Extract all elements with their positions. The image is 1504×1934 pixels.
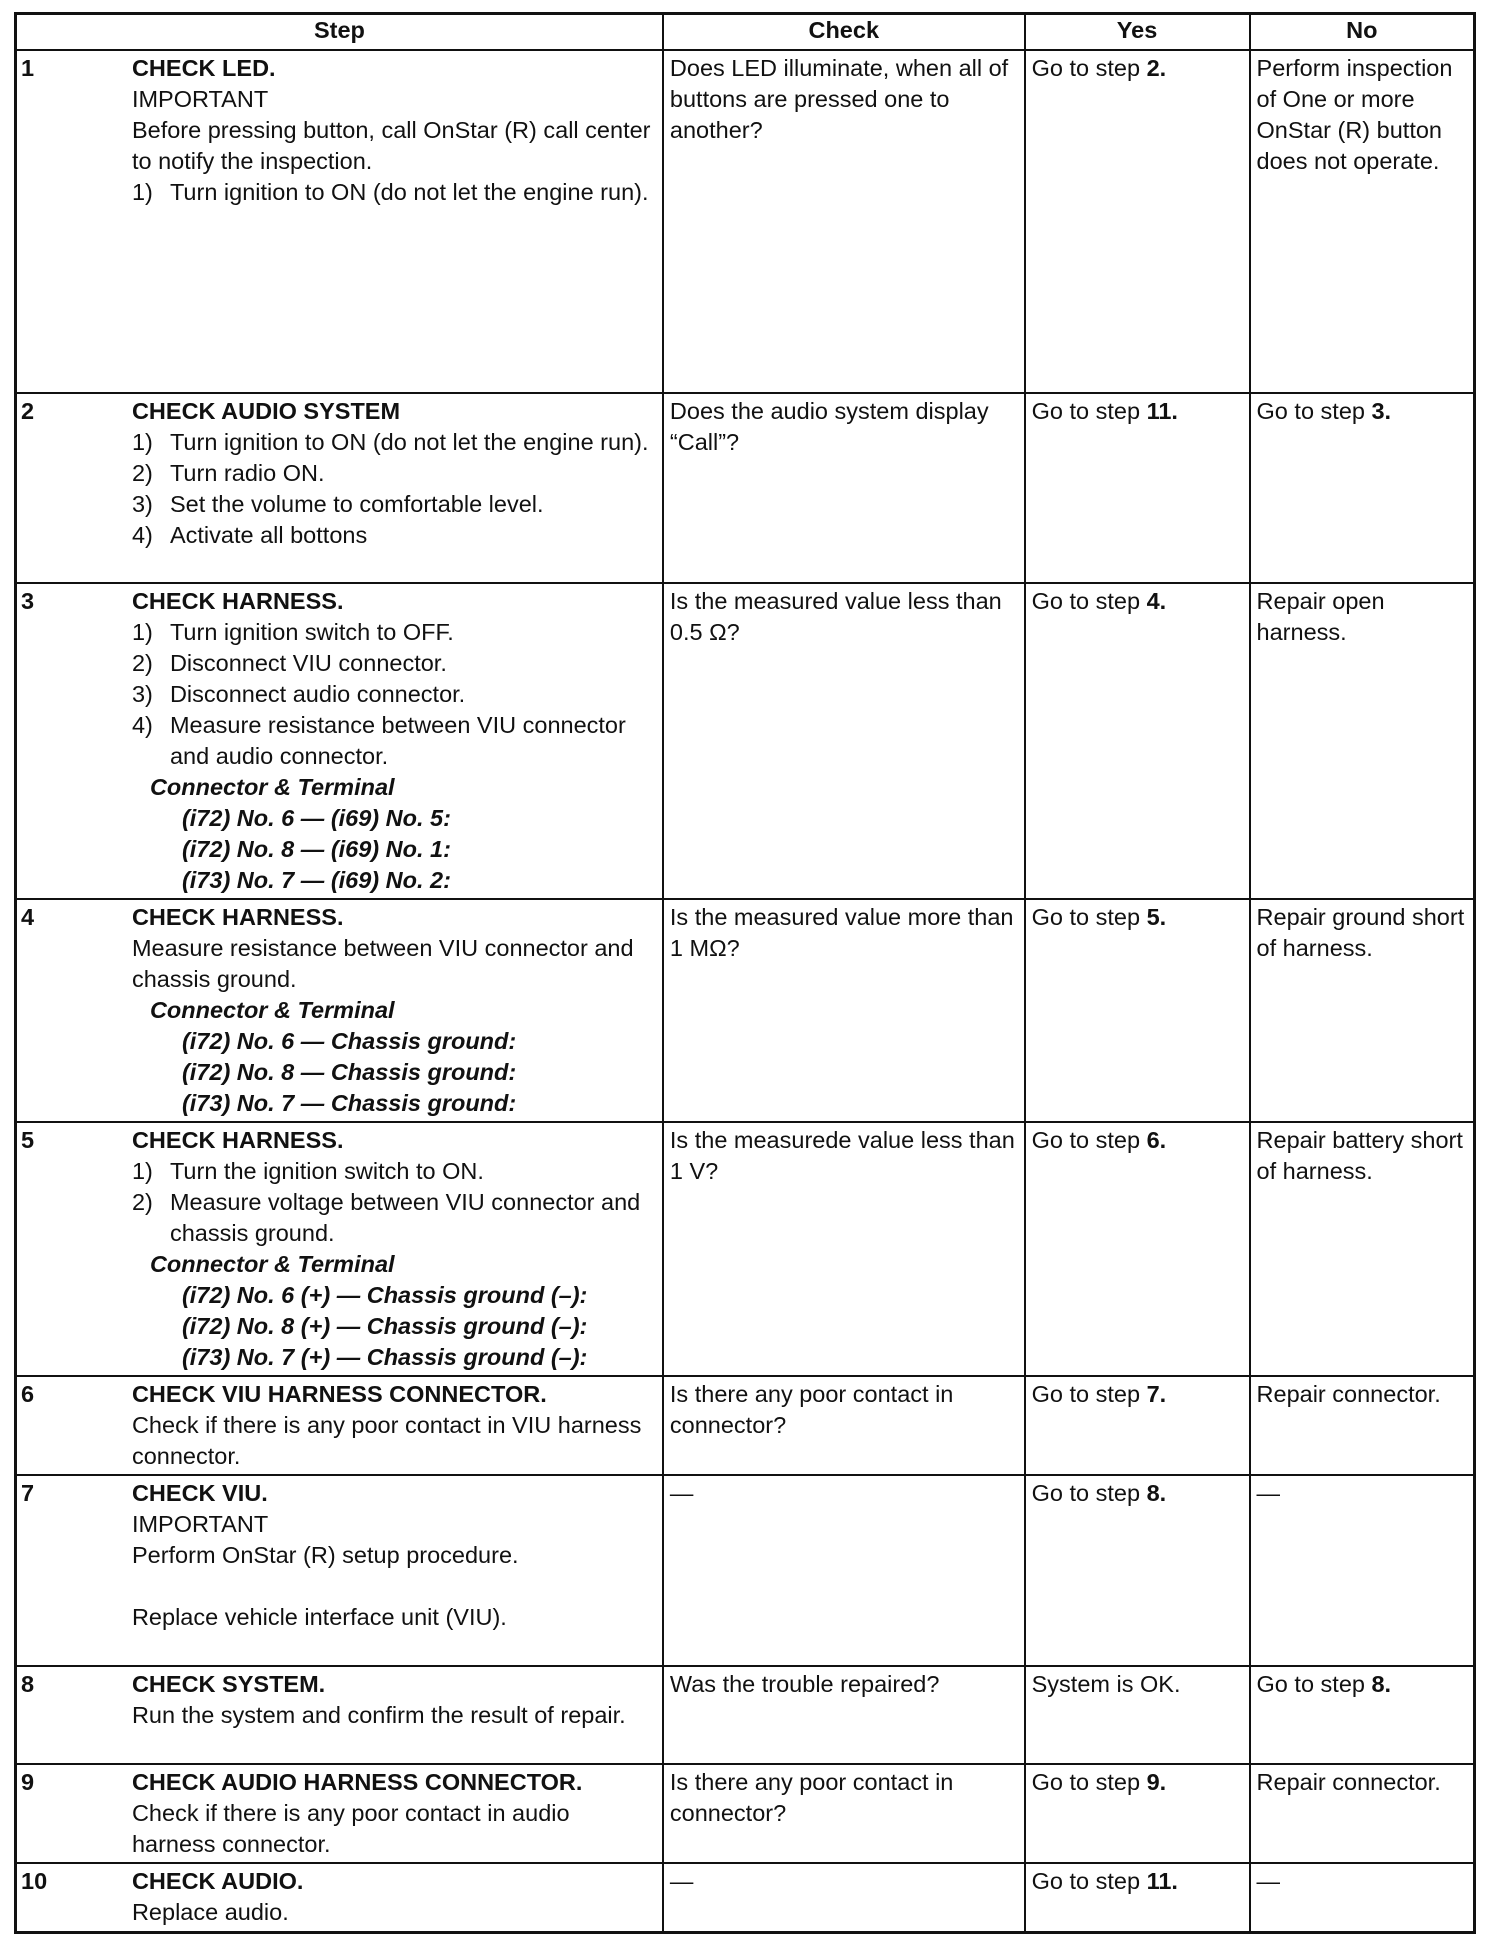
step-note: Replace audio. — [131, 1898, 289, 1925]
yes-prefix: Go to step — [1031, 54, 1147, 81]
yes-step-number: 8. — [1146, 1479, 1167, 1506]
yes-step-number: 4. — [1146, 587, 1167, 614]
substep-number: 4) — [131, 711, 153, 738]
step-number: 1 — [16, 50, 128, 393]
substep-list — [132, 617, 656, 772]
yes-step-number: 2. — [1146, 54, 1167, 81]
connector-terminal-label: Connector & Terminal — [149, 773, 395, 800]
check-question: Does the audio system display “Call”? — [663, 393, 1025, 583]
important-label: IMPORTANT — [131, 85, 269, 112]
no-prefix: Go to step — [1256, 397, 1372, 424]
substep-number: 1) — [131, 428, 153, 455]
terminal-spec: (i72) No. 6 — Chassis ground: — [181, 1027, 517, 1054]
substep — [132, 458, 656, 489]
substep-list — [132, 177, 656, 208]
substep-number: 1) — [131, 178, 153, 205]
step-number: 6 — [16, 1376, 128, 1475]
step-note: Perform OnStar (R) setup procedure. — [131, 1541, 519, 1568]
substep-text: Measure voltage between VIU connector and chassis ground. — [169, 1188, 641, 1246]
no-step-number: 3. — [1371, 397, 1392, 424]
yes-action — [1025, 583, 1250, 899]
no-step-number: 8. — [1371, 1670, 1392, 1697]
step-procedure — [128, 1475, 663, 1666]
step-number: 10 — [16, 1863, 128, 1933]
terminal-spec: (i73) No. 7 (+) — Chassis ground (–): — [181, 1343, 588, 1370]
yes-step-number: 7. — [1146, 1380, 1167, 1407]
substep — [132, 617, 656, 648]
terminal-spec: (i72) No. 6 (+) — Chassis ground (–): — [181, 1281, 588, 1308]
yes-prefix: Go to step — [1031, 1768, 1147, 1795]
substep — [132, 489, 656, 520]
substep-text: Turn ignition switch to OFF. — [169, 618, 454, 645]
yes-step-number: 11. — [1146, 397, 1178, 424]
step-procedure — [128, 1666, 663, 1764]
step-note-secondary: Replace vehicle interface unit (VIU). — [131, 1603, 507, 1630]
substep-text: Turn the ignition switch to ON. — [169, 1157, 484, 1184]
substep-number: 1) — [131, 1157, 153, 1184]
yes-step-number: 6. — [1146, 1126, 1167, 1153]
substep-list — [132, 1156, 656, 1249]
yes-action — [1025, 1764, 1250, 1863]
diagnostic-table — [14, 12, 1476, 1934]
step-procedure — [128, 899, 663, 1122]
yes-prefix: Go to step — [1031, 1867, 1147, 1894]
step-note: Before pressing button, call OnStar (R) call center to notify the inspection. — [131, 116, 651, 174]
terminal-spec: (i73) No. 7 — (i69) No. 2: — [181, 866, 451, 893]
important-label: IMPORTANT — [131, 1510, 269, 1537]
step-title: CHECK VIU HARNESS CONNECTOR. — [131, 1380, 547, 1407]
table-row — [16, 1666, 1475, 1764]
yes-action — [1025, 1863, 1250, 1933]
yes-action — [1025, 1122, 1250, 1376]
substep-text: Measure resistance between VIU connector and audio connector. — [169, 711, 626, 769]
table-row — [16, 583, 1475, 899]
table-row — [16, 1863, 1475, 1933]
table-row — [16, 1376, 1475, 1475]
yes-prefix: Go to step — [1031, 1479, 1147, 1506]
step-number: 2 — [16, 393, 128, 583]
substep — [132, 1156, 656, 1187]
table-row — [16, 50, 1475, 393]
substep — [132, 1187, 656, 1249]
check-question: — — [663, 1475, 1025, 1666]
substep-text: Turn ignition to ON (do not let the engine run). — [169, 178, 649, 205]
no-action — [1250, 1666, 1475, 1764]
table-row — [16, 899, 1475, 1122]
substep-text: Turn radio ON. — [169, 459, 325, 486]
header-check: Check — [663, 14, 1025, 50]
step-number: 9 — [16, 1764, 128, 1863]
substep-number: 3) — [131, 680, 153, 707]
no-prefix: Go to step — [1256, 1670, 1372, 1697]
step-title: CHECK AUDIO HARNESS CONNECTOR. — [131, 1768, 583, 1795]
step-title: CHECK AUDIO SYSTEM — [131, 397, 401, 424]
substep-text: Set the volume to comfortable level. — [169, 490, 544, 517]
table-row — [16, 1475, 1475, 1666]
header-yes: Yes — [1025, 14, 1250, 50]
substep — [132, 679, 656, 710]
table-row — [16, 1764, 1475, 1863]
no-action: Repair connector. — [1250, 1764, 1475, 1863]
terminal-spec: (i72) No. 8 (+) — Chassis ground (–): — [181, 1312, 588, 1339]
yes-prefix: Go to step — [1031, 397, 1147, 424]
yes-step-number: 9. — [1146, 1768, 1167, 1795]
terminal-spec: (i73) No. 7 — Chassis ground: — [181, 1089, 517, 1116]
substep — [132, 648, 656, 679]
step-procedure — [128, 393, 663, 583]
substep — [132, 710, 656, 772]
substep — [132, 427, 656, 458]
substep-number: 2) — [131, 649, 153, 676]
yes-prefix: Go to step — [1031, 1126, 1147, 1153]
table-row — [16, 393, 1475, 583]
header-no: No — [1250, 14, 1475, 50]
step-note: Run the system and confirm the result of repair. — [131, 1701, 626, 1728]
step-title: CHECK HARNESS. — [131, 903, 344, 930]
substep-text: Activate all bottons — [169, 521, 368, 548]
step-number: 4 — [16, 899, 128, 1122]
substep-number: 2) — [131, 1188, 153, 1215]
no-action: Repair battery short of harness. — [1250, 1122, 1475, 1376]
check-question: Is there any poor contact in connector? — [663, 1764, 1025, 1863]
check-question: Is there any poor contact in connector? — [663, 1376, 1025, 1475]
terminal-spec: (i72) No. 8 — Chassis ground: — [181, 1058, 517, 1085]
substep — [132, 520, 656, 551]
terminal-spec: (i72) No. 8 — (i69) No. 1: — [181, 835, 451, 862]
yes-prefix: Go to step — [1031, 903, 1147, 930]
yes-step-number: 11. — [1146, 1867, 1178, 1894]
step-procedure — [128, 1764, 663, 1863]
yes-prefix: Go to step — [1031, 587, 1147, 614]
substep-number: 3) — [131, 490, 153, 517]
check-question: Is the measured value less than 0.5 Ω? — [663, 583, 1025, 899]
check-question: Does LED illuminate, when all of buttons are pressed one to another? — [663, 50, 1025, 393]
header-step: Step — [16, 14, 663, 50]
substep-text: Disconnect audio connector. — [169, 680, 466, 707]
no-action — [1250, 393, 1475, 583]
step-number: 7 — [16, 1475, 128, 1666]
substep-number: 2) — [131, 459, 153, 486]
substep-text: Turn ignition to ON (do not let the engine run). — [169, 428, 649, 455]
step-note: Measure resistance between VIU connector and chassis ground. — [131, 934, 634, 992]
no-action: Repair open harness. — [1250, 583, 1475, 899]
connector-terminal-label: Connector & Terminal — [149, 1250, 395, 1277]
step-title: CHECK LED. — [131, 54, 276, 81]
no-action: — — [1250, 1863, 1475, 1933]
substep-number: 1) — [131, 618, 153, 645]
blank-line — [132, 1571, 656, 1602]
step-note: Check if there is any poor contact in VIU harness connector. — [131, 1411, 642, 1469]
terminal-spec: (i72) No. 6 — (i69) No. 5: — [181, 804, 451, 831]
step-number: 3 — [16, 583, 128, 899]
no-action: Perform inspection of One or more OnStar (R) button does not operate. — [1250, 50, 1475, 393]
no-action: Repair ground short of harness. — [1250, 899, 1475, 1122]
check-question: Is the measurede value less than 1 V? — [663, 1122, 1025, 1376]
no-action: — — [1250, 1475, 1475, 1666]
table-row — [16, 1122, 1475, 1376]
step-number: 8 — [16, 1666, 128, 1764]
substep-text: Disconnect VIU connector. — [169, 649, 447, 676]
yes-prefix: Go to step — [1031, 1380, 1147, 1407]
substep-list — [132, 427, 656, 551]
yes-step-number: 5. — [1146, 903, 1167, 930]
step-title: CHECK VIU. — [131, 1479, 268, 1506]
step-procedure — [128, 583, 663, 899]
header-row — [16, 14, 1475, 50]
no-action: Repair connector. — [1250, 1376, 1475, 1475]
yes-action — [1025, 1376, 1250, 1475]
step-procedure — [128, 1122, 663, 1376]
yes-action — [1025, 899, 1250, 1122]
check-question: — — [663, 1863, 1025, 1933]
check-question: Is the measured value more than 1 MΩ? — [663, 899, 1025, 1122]
substep-number: 4) — [131, 521, 153, 548]
check-question: Was the trouble repaired? — [663, 1666, 1025, 1764]
connector-terminal-label: Connector & Terminal — [149, 996, 395, 1023]
step-note: Check if there is any poor contact in audio harness connector. — [131, 1799, 570, 1857]
step-number: 5 — [16, 1122, 128, 1376]
step-title: CHECK AUDIO. — [131, 1867, 304, 1894]
step-procedure — [128, 1376, 663, 1475]
yes-action — [1025, 1475, 1250, 1666]
yes-action — [1025, 393, 1250, 583]
yes-action: System is OK. — [1025, 1666, 1250, 1764]
step-title: CHECK HARNESS. — [131, 1126, 344, 1153]
step-procedure — [128, 50, 663, 393]
step-title: CHECK SYSTEM. — [131, 1670, 326, 1697]
substep — [132, 177, 656, 208]
yes-action — [1025, 50, 1250, 393]
step-procedure — [128, 1863, 663, 1933]
step-title: CHECK HARNESS. — [131, 587, 344, 614]
